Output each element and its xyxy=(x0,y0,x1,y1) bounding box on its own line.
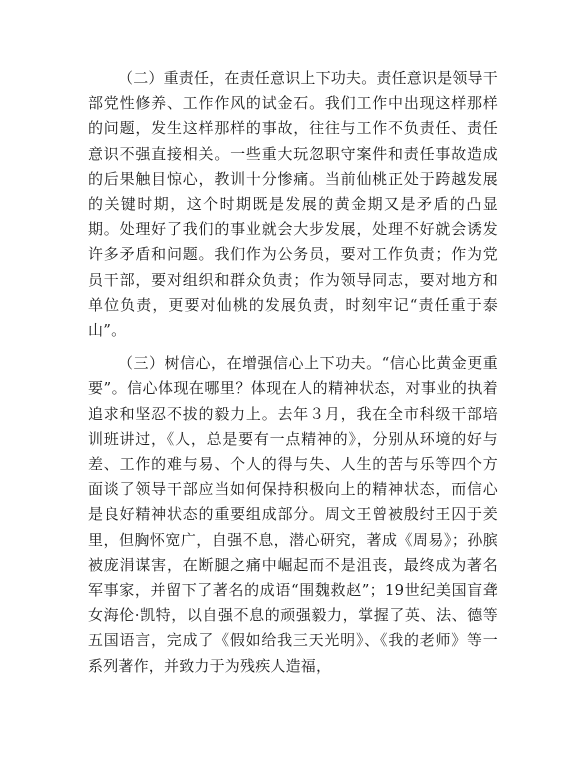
paragraph-confidence: （三）树信心，在增强信心上下功夫。“信心比黄金更重要”。信心体现在哪里？体现在人的精神状态，对事业的执着追求和坚忍不拔的毅力上。去年３月，我在全市科级干部培训班讲过，《人，总是要有一点精神的》，分别从环境的好与差、工作的难与易、个人的得与失、人生的苦与乐等四个方面谈了领导干部应当如何保持积极向上的精神状态，而信心是良好精神状态的重要组成部分。周文王曾被殷纣王囚于羑里，但胸怀宽广，自强不息，潜心研究，著成《周易》；孙膑被庞涓谋害，在断腿之痛中崛起而不是沮丧，最终成为著名军事家，并留下了著名的成语“围魏救赵”；19世纪美国盲聋女海伦·凯特，以自强不息的顽强毅力，掌握了英、法、德等五国语言，完成了《假如给我三天光明》、《我的老师》等一系列著作，并致力于为残疾人造福， xyxy=(88,354,498,675)
paragraph-responsibility: （二）重责任，在责任意识上下功夫。责任意识是领导干部党性修养、工作作风的试金石。我们工作中出现这样那样的问题，发生这样那样的事故，往往与工作不负责任、责任意识不强直接相关。一些重大玩忽职守案件和责任事故造成的后果触目惊心，教训十分惨痛。当前仙桃正处于跨越发展的关键时期，这个时期既是发展的黄金期又是矛盾的凸显期。处理好了我们的事业就会大步发展，处理不好就会诱发许多矛盾和问题。我们作为公务员，要对工作负责；作为党员干部，要对组织和群众负责；作为领导同志，要对地方和单位负责，更要对仙桃的发展负责，时刻牢记“责任重于泰山”。 xyxy=(88,69,499,340)
document-body xyxy=(88,66,498,687)
